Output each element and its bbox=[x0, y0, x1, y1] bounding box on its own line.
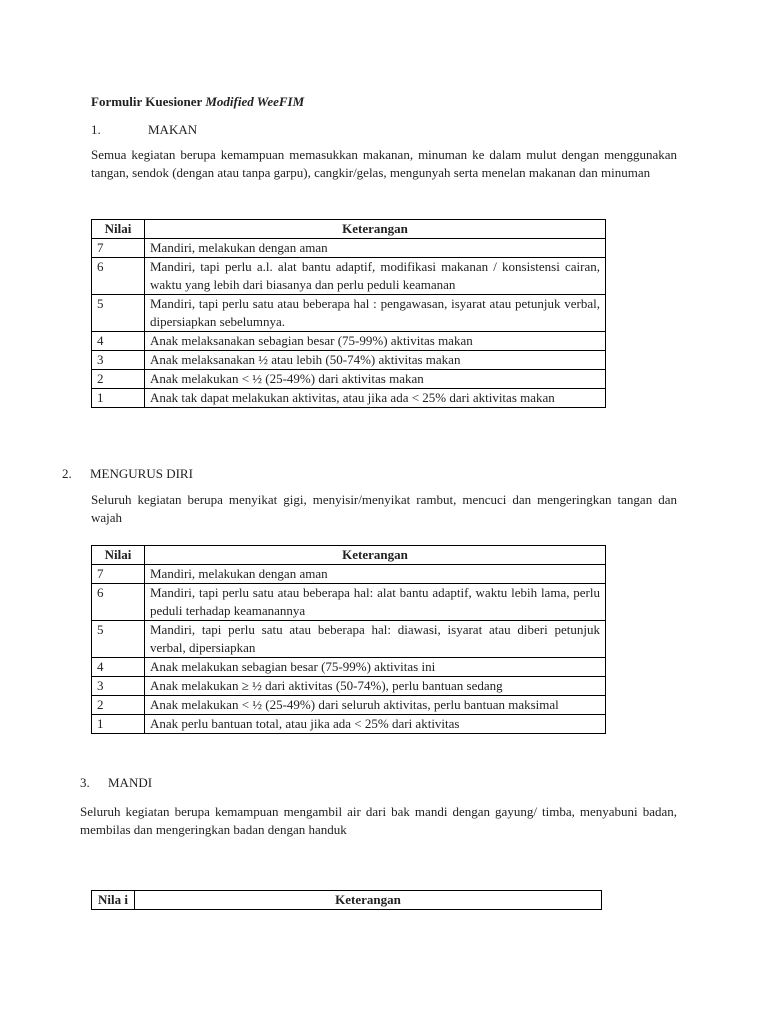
keterangan-cell: Anak melakukan < ½ (25-49%) dari aktivitas makan bbox=[145, 370, 606, 389]
keterangan-cell: Mandiri, tapi perlu satu atau beberapa hal : pengawasan, isyarat atau petunjuk verbal, dipersiapkan sebelumnya. bbox=[145, 295, 606, 332]
keterangan-cell: Mandiri, tapi perlu satu atau beberapa hal: alat bantu adaptif, waktu lebih lama, perlu peduli terhadap keamanannya bbox=[145, 584, 606, 621]
keterangan-cell: Mandiri, tapi perlu satu atau beberapa hal: diawasi, isyarat atau diberi petunjuk verbal, dipersiapkan bbox=[145, 621, 606, 658]
section-title: MENGURUS DIRI bbox=[90, 466, 193, 481]
nilai-cell: 3 bbox=[92, 677, 145, 696]
keterangan-cell: Anak melakukan ≥ ½ dari aktivitas (50-74%), perlu bantuan sedang bbox=[145, 677, 606, 696]
table-row bbox=[92, 565, 606, 584]
form-title: Formulir Kuesioner Modified WeeFIM bbox=[91, 94, 305, 109]
keterangan-cell: Mandiri, tapi perlu a.l. alat bantu adaptif, modifikasi makanan / konsistensi cairan, waktu yang lebih dari biasanya dan perlu peduli keamanan bbox=[145, 258, 606, 295]
keterangan-cell: Anak tak dapat melakukan aktivitas, atau jika ada < 25% dari aktivitas makan bbox=[145, 389, 606, 408]
section-2-description: Seluruh kegiatan berupa menyikat gigi, menyisir/menyikat rambut, mencuci dan mengeringkan tangan dan wajah bbox=[91, 492, 677, 525]
column-header-nilai: Nilai bbox=[92, 546, 145, 565]
keterangan-cell: Anak melaksanakan ½ atau lebih (50-74%) aktivitas makan bbox=[145, 351, 606, 370]
section-number: 1. bbox=[91, 122, 101, 137]
table-row bbox=[92, 332, 606, 351]
column-header-keterangan: Keterangan bbox=[145, 220, 606, 239]
nilai-cell: 4 bbox=[92, 332, 145, 351]
nilai-cell: 2 bbox=[92, 370, 145, 389]
table-row bbox=[92, 389, 606, 408]
table-row bbox=[92, 370, 606, 389]
table-row bbox=[92, 258, 606, 295]
table-row bbox=[92, 658, 606, 677]
makan-table bbox=[91, 219, 606, 408]
keterangan-cell: Anak melakukan < ½ (25-49%) dari seluruh aktivitas, perlu bantuan maksimal bbox=[145, 696, 606, 715]
keterangan-cell: Mandiri, melakukan dengan aman bbox=[145, 239, 606, 258]
table-header-row bbox=[92, 891, 602, 910]
section-1-heading bbox=[91, 122, 198, 138]
nilai-cell: 7 bbox=[92, 565, 145, 584]
nilai-cell: 5 bbox=[92, 295, 145, 332]
table-row bbox=[92, 239, 606, 258]
table-header-row bbox=[92, 220, 606, 239]
section-number: 3. bbox=[80, 775, 90, 790]
table-row bbox=[92, 677, 606, 696]
section-3-heading bbox=[80, 775, 153, 791]
nilai-cell: 3 bbox=[92, 351, 145, 370]
column-header-keterangan: Keterangan bbox=[135, 891, 602, 910]
nilai-cell: 1 bbox=[92, 389, 145, 408]
section-title: MANDI bbox=[108, 775, 153, 790]
nilai-cell: 2 bbox=[92, 696, 145, 715]
nilai-cell: 7 bbox=[92, 239, 145, 258]
column-header-nilai: Nilai bbox=[92, 220, 145, 239]
column-header-nilai: Nila i bbox=[92, 891, 135, 910]
nilai-cell: 4 bbox=[92, 658, 145, 677]
table-row bbox=[92, 715, 606, 734]
keterangan-cell: Anak melakukan sebagian besar (75-99%) aktivitas ini bbox=[145, 658, 606, 677]
mandi-table bbox=[91, 890, 602, 910]
keterangan-cell: Anak melaksanakan sebagian besar (75-99%) aktivitas makan bbox=[145, 332, 606, 351]
table-row bbox=[92, 295, 606, 332]
nilai-cell: 1 bbox=[92, 715, 145, 734]
table-row bbox=[92, 621, 606, 658]
column-header-keterangan: Keterangan bbox=[145, 546, 606, 565]
table-row bbox=[92, 351, 606, 370]
section-2-heading bbox=[62, 466, 193, 482]
nilai-cell: 6 bbox=[92, 258, 145, 295]
section-title: MAKAN bbox=[148, 122, 198, 137]
table-header-row bbox=[92, 546, 606, 565]
nilai-cell: 5 bbox=[92, 621, 145, 658]
table-row bbox=[92, 584, 606, 621]
nilai-cell: 6 bbox=[92, 584, 145, 621]
keterangan-cell: Mandiri, melakukan dengan aman bbox=[145, 565, 606, 584]
table-row bbox=[92, 696, 606, 715]
section-number: 2. bbox=[62, 466, 72, 481]
section-3-description: Seluruh kegiatan berupa kemampuan mengambil air dari bak mandi dengan gayung/ timba, menyabuni badan, membilas dan mengeringkan badan dengan handuk bbox=[80, 804, 677, 837]
mengurus-diri-table bbox=[91, 545, 606, 734]
section-1-description: Semua kegiatan berupa kemampuan memasukkan makanan, minuman ke dalam mulut dengan menggunakan tangan, sendok (dengan atau tanpa garpu), cangkir/gelas, mengunyah serta menelan makanan dan minuman bbox=[91, 147, 677, 180]
keterangan-cell: Anak perlu bantuan total, atau jika ada < 25% dari aktivitas bbox=[145, 715, 606, 734]
